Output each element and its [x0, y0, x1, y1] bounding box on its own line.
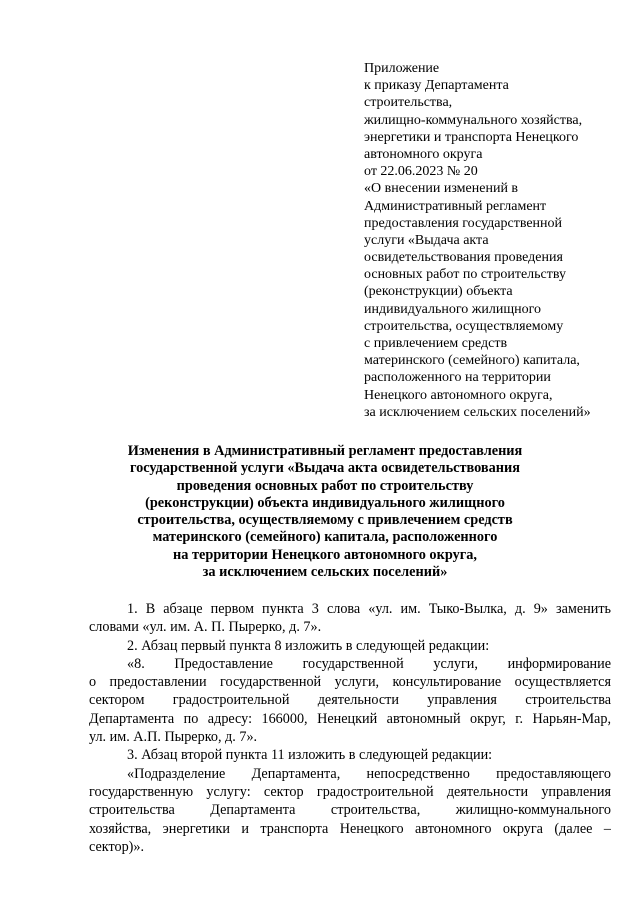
appendix-line: (реконструкции) объекта [364, 284, 513, 300]
paragraph-3: 3. Абзац второй пункта 11 изложить в следующей редакции: [127, 747, 493, 764]
title-line: на территории Ненецкого автономного округа, [173, 546, 477, 563]
title-line: за исключением сельских поселений» [202, 564, 448, 581]
quote-11-line: государственную услугу: сектор градостроительной деятельности управления [89, 783, 611, 800]
appendix-line: к приказу Департамента [364, 78, 509, 94]
title-line: Изменения в Административный регламент предоставления [127, 443, 523, 459]
appendix-line: от 22.06.2023 № 20 [364, 164, 478, 180]
title-line: государственной услуги «Выдача акта освидетельствования [129, 460, 520, 477]
document-title [90, 443, 560, 581]
appendix-line: материнского (семейного) капитала, [364, 353, 580, 369]
appendix-line: Приложение [364, 61, 440, 76]
document-body [89, 600, 611, 856]
title-line: проведения основных работ по строительству [176, 477, 474, 494]
appendix-line: строительства, осуществляемому [364, 318, 564, 334]
title-line: материнского (семейного) капитала, расположенного [152, 529, 498, 546]
quote-8-line: Департамента по адресу: 166000, Ненецкий автономный округ, г. Нарьян-Мар, [89, 710, 611, 727]
appendix-line: основных работ по строительству [364, 267, 566, 283]
appendix-line: строительства, [364, 95, 453, 111]
quote-8-line: ул. им. А.П. Пырерко, д. 7». [89, 729, 258, 746]
appendix-line: расположенного на территории [364, 370, 551, 386]
quote-8-line: «8. Предоставление государственной услуги, информирование [127, 655, 611, 672]
title-line: строительства, осуществляемому с привлечением средств [137, 512, 513, 529]
appendix-line: Административный регламент [364, 198, 547, 214]
appendix-line: «О внесении изменений в [364, 181, 519, 197]
appendix-line: индивидуального жилищного [364, 301, 542, 317]
appendix-line: энергетики и транспорта Ненецкого [364, 129, 579, 145]
paragraph-1-line: 1. В абзаце первом пункта 3 слова «ул. им. Тыко-Вылка, д. 9» заменить [127, 601, 611, 617]
appendix-line: за исключением сельских поселений» [364, 404, 591, 420]
quote-11-line: сектор)». [89, 838, 145, 855]
appendix-line: предоставления государственной [364, 215, 563, 231]
appendix-line: автономного округа [364, 146, 483, 162]
quote-11-line: «Подразделение Департамента, непосредственно предоставляющего [127, 765, 611, 782]
appendix-line: услуги «Выдача акта [364, 232, 489, 248]
appendix-line: с привлечением средств [364, 336, 508, 351]
paragraph-2: 2. Абзац первый пункта 8 изложить в следующей редакции: [127, 637, 490, 654]
appendix-line: Ненецкого автономного округа, [364, 387, 553, 403]
quote-8-line: о предоставлении государственной услуги, консультирование осуществляется [89, 674, 611, 691]
paragraph-1-line: словами «ул. им. А. П. Пырерко, д. 7». [89, 619, 322, 636]
appendix-line: жилищно-коммунального хозяйства, [364, 112, 583, 128]
quote-11-line: строительства Департамента строительства, жилищно-коммунального [89, 802, 611, 819]
quote-11-line: хозяйства, энергетики и транспорта Ненецкого автономного округа (далее – [89, 820, 611, 837]
appendix-line: освидетельствования проведения [364, 250, 563, 266]
appendix-block [364, 60, 634, 421]
quote-8-line: сектором градостроительной деятельности управления строительства [89, 692, 611, 709]
title-line: (реконструкции) объекта индивидуального жилищного [145, 494, 505, 511]
